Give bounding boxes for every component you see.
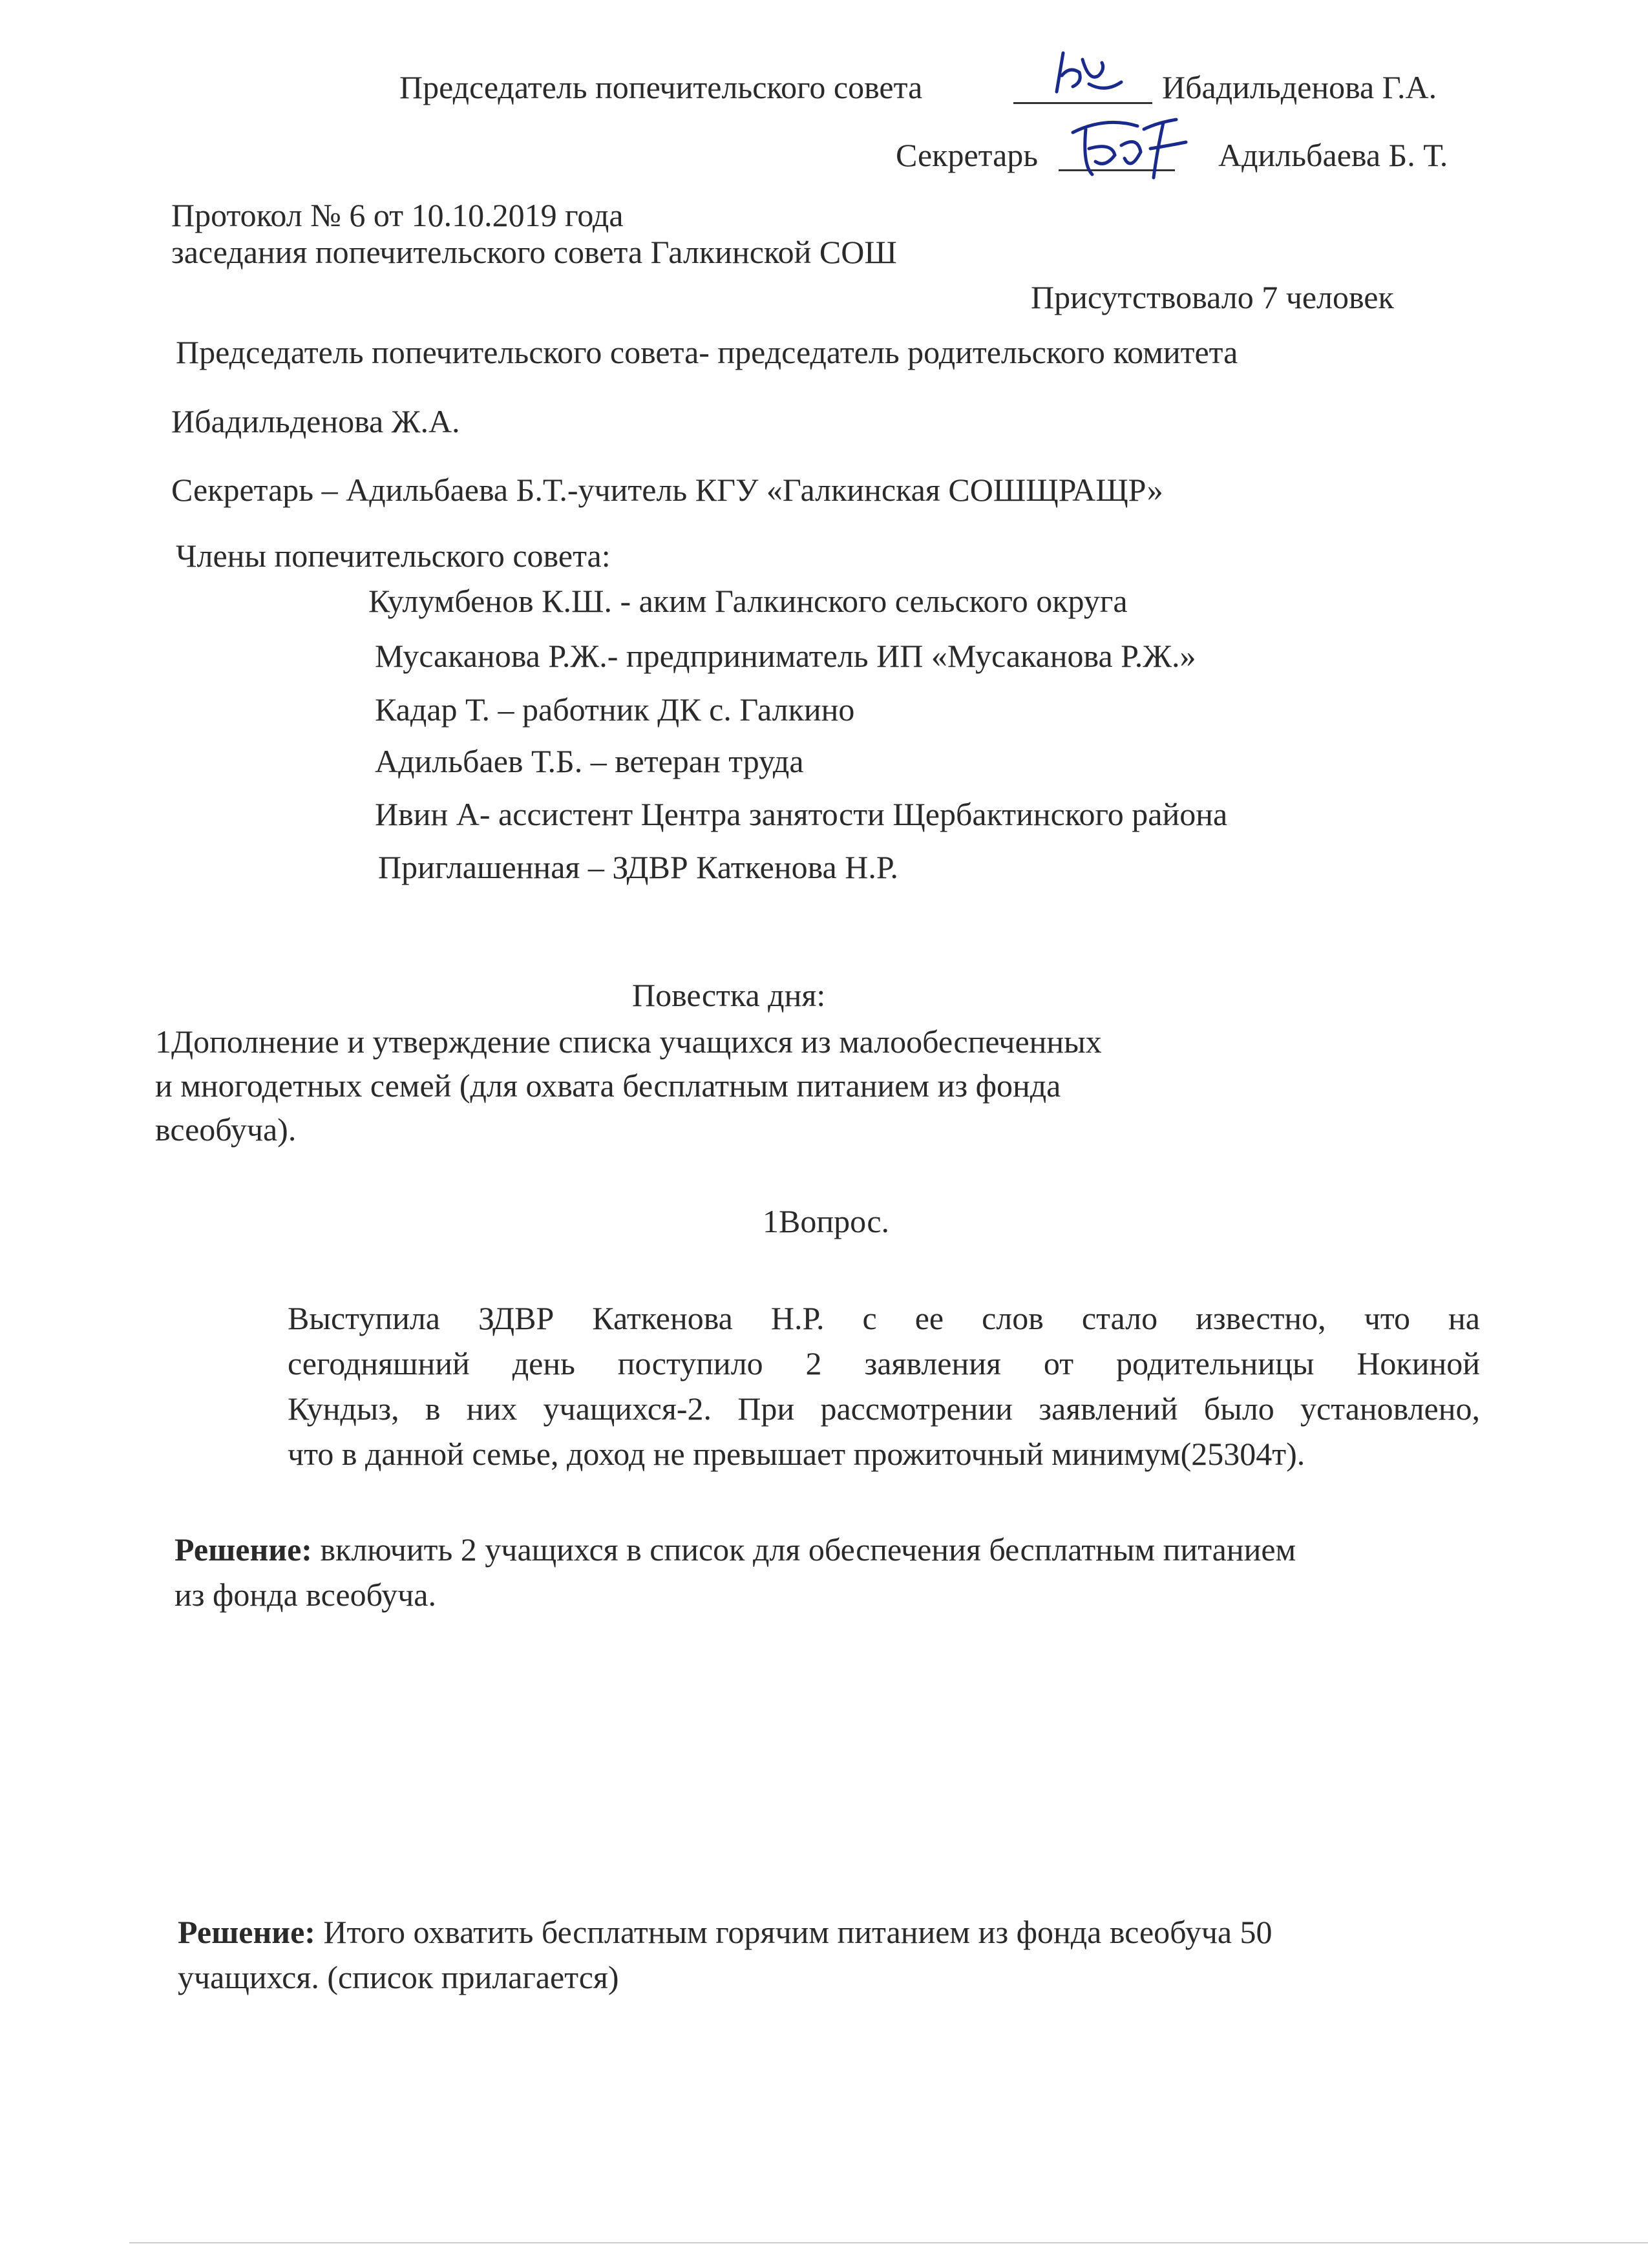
agenda-heading: Повестка дня:: [632, 977, 826, 1013]
agenda-item-line: 1Дополнение и утверждение списка учащихся из малообеспеченных: [155, 1024, 1102, 1060]
chair-description: Председатель попечительского совета- председатель родительского комитета: [176, 334, 1238, 370]
secretary-description: Секретарь – Адильбаева Б.Т.-учитель КГУ «Галкинская СОШЩРАЩР»: [171, 472, 1163, 508]
member-item: Кадар Т. – работник ДК с. Галкино: [375, 691, 855, 728]
decision-1: [174, 1530, 1296, 1569]
decision-2: [178, 1913, 1273, 1951]
members-heading: Члены попечительского совета:: [176, 538, 611, 574]
decision-text: включить 2 учащихся в список для обеспечения бесплатным питанием: [312, 1531, 1296, 1568]
decision-1-line2: из фонда всеобуча.: [174, 1577, 436, 1613]
question-heading: 1Вопрос.: [763, 1203, 890, 1239]
chair-approval-label: Председатель попечительского совета: [399, 69, 923, 105]
member-item: Мусаканова Р.Ж.- предприниматель ИП «Мусаканова Р.Ж.»: [375, 638, 1196, 674]
secretary-signature: [1066, 113, 1196, 184]
secretary-approval-label: Секретарь: [896, 137, 1039, 173]
agenda-item-line: всеобуча).: [155, 1111, 297, 1148]
question-paragraph: [288, 1296, 1480, 1476]
chair-person: Ибадильденова Ж.А.: [171, 403, 460, 439]
protocol-subtitle: заседания попечительского совета Галкинской СОШ: [171, 234, 897, 270]
chair-signature-line: [1013, 102, 1152, 104]
chair-signature: [1044, 47, 1128, 101]
decision-text: Итого охватить бесплатным горячим питанием из фонда всеобуча 50: [315, 1914, 1273, 1950]
member-item: Адильбаев Т.Б. – ветеран труда: [375, 743, 804, 779]
member-item: Ивин А- ассистент Центра занятости Щербактинского района: [375, 796, 1228, 832]
chair-approval-name: Ибадильденова Г.А.: [1162, 69, 1437, 105]
member-item: Кулумбенов К.Ш. - аким Галкинского сельского округа: [368, 583, 1128, 619]
scan-edge-line: [129, 2242, 1648, 2243]
decision-label: Решение:: [174, 1531, 312, 1568]
invited-member: Приглашенная – ЗДВР Каткенова Н.Р.: [378, 849, 898, 885]
paragraph-line: сегодняшний день поступило 2 заявления от родительницы Нокиной: [288, 1345, 1480, 1381]
secretary-approval-name: Адильбаева Б. Т.: [1218, 137, 1448, 173]
paragraph-line: Кундыз, в них учащихся-2. При рассмотрении заявлений было установлено,: [288, 1391, 1480, 1427]
attendance-count: Присутствовало 7 человек: [1031, 279, 1394, 315]
decision-2-line2: учащихся. (список прилагается): [178, 1959, 619, 1995]
decision-label: Решение:: [178, 1914, 315, 1950]
protocol-title: Протокол № 6 от 10.10.2019 года: [171, 197, 624, 233]
paragraph-line: что в данной семье, доход не превышает прожиточный минимум(25304т).: [288, 1436, 1305, 1472]
agenda-item-line: и многодетных семей (для охвата бесплатным питанием из фонда: [155, 1067, 1061, 1104]
paragraph-line: Выступила ЗДВР Каткенова Н.Р. с ее слов стало известно, что на: [288, 1300, 1480, 1336]
